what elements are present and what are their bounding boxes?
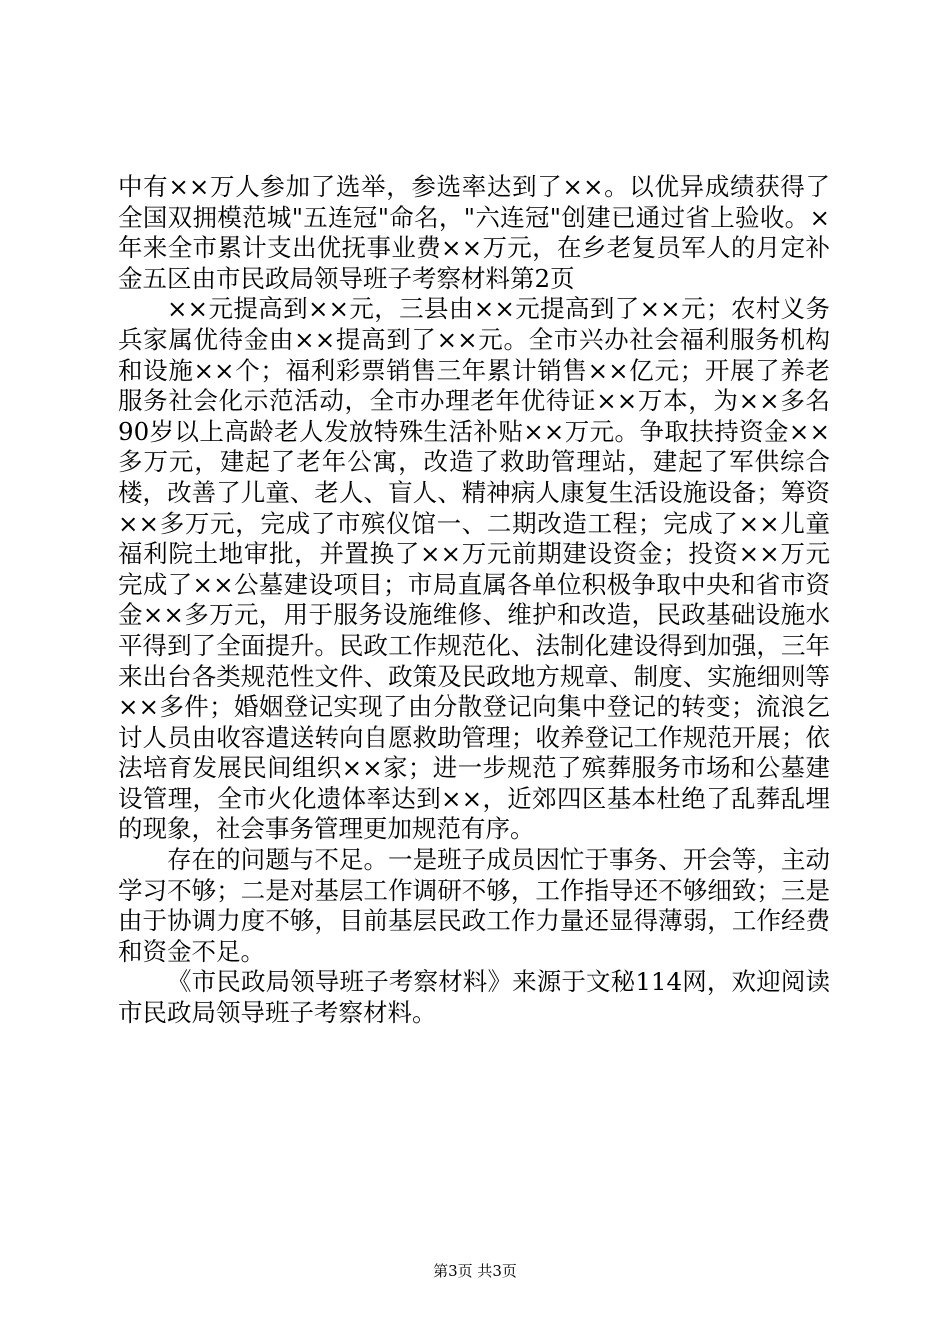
document-body (118, 172, 830, 1029)
page-footer (0, 1262, 950, 1280)
paragraph-achievements: ××元提高到××元，三县由××元提高到了××元；农村义务兵家属优待金由××提高到了××元。全市兴办社会福利服务机构和设施××个；福利彩票销售三年累计销售××亿元；开展了养老服务社会化示范活动，全市办理老年优待证××万本，为××多名90岁以上高龄老人发放特殊生活补贴××万元。争取扶持资金××多万元，建起了老年公寓，改造了救助管理站，建起了军供综合楼，改善了儿童、老人、盲人、精神病人康复生活设施设备；筹资××多万元，完成了市殡仪馆一、二期改造工程；完成了××儿童福利院土地审批，并置换了××万元前期建设资金；投资××万元完成了××公墓建设项目；市局直属各单位积极争取中央和省市资金××多万元，用于服务设施维修、维护和改造，民政基础设施水平得到了全面提升。民政工作规范化、法制化建设得到加强，三年来出台各类规范性文件、政策及民政地方规章、制度、实施细则等××多件；婚姻登记实现了由分散登记向集中登记的转变；流浪乞讨人员由收容遣送转向自愿救助管理；收养登记工作规范开展；依法培育发展民间组织××家；进一步规范了殡葬服务市场和公墓建设管理，全市火化遗体率达到××，近郊四区基本杜绝了乱葬乱埋的现象，社会事务管理更加规范有序。 (118, 294, 830, 844)
page-number-label: 第3页 共3页 (433, 1262, 517, 1280)
paragraph-source-note: 《市民政局领导班子考察材料》来源于文秘114网，欢迎阅读市民政局领导班子考察材料。 (118, 967, 830, 1028)
paragraph-continuation: 中有××万人参加了选举，参选率达到了××。以优异成绩获得了全国双拥模范城"五连冠"命名，"六连冠"创建已通过省上验收。×年来全市累计支出优抚事业费××万元，在乡老复员军人的月定补金五区由市民政局领导班子考察材料第2页 (118, 172, 830, 293)
paragraph-problems: 存在的问题与不足。一是班子成员因忙于事务、开会等，主动学习不够；二是对基层工作调研不够，工作指导还不够细致；三是由于协调力度不够，目前基层民政工作力量还显得薄弱，工作经费和资金不足。 (118, 845, 830, 966)
